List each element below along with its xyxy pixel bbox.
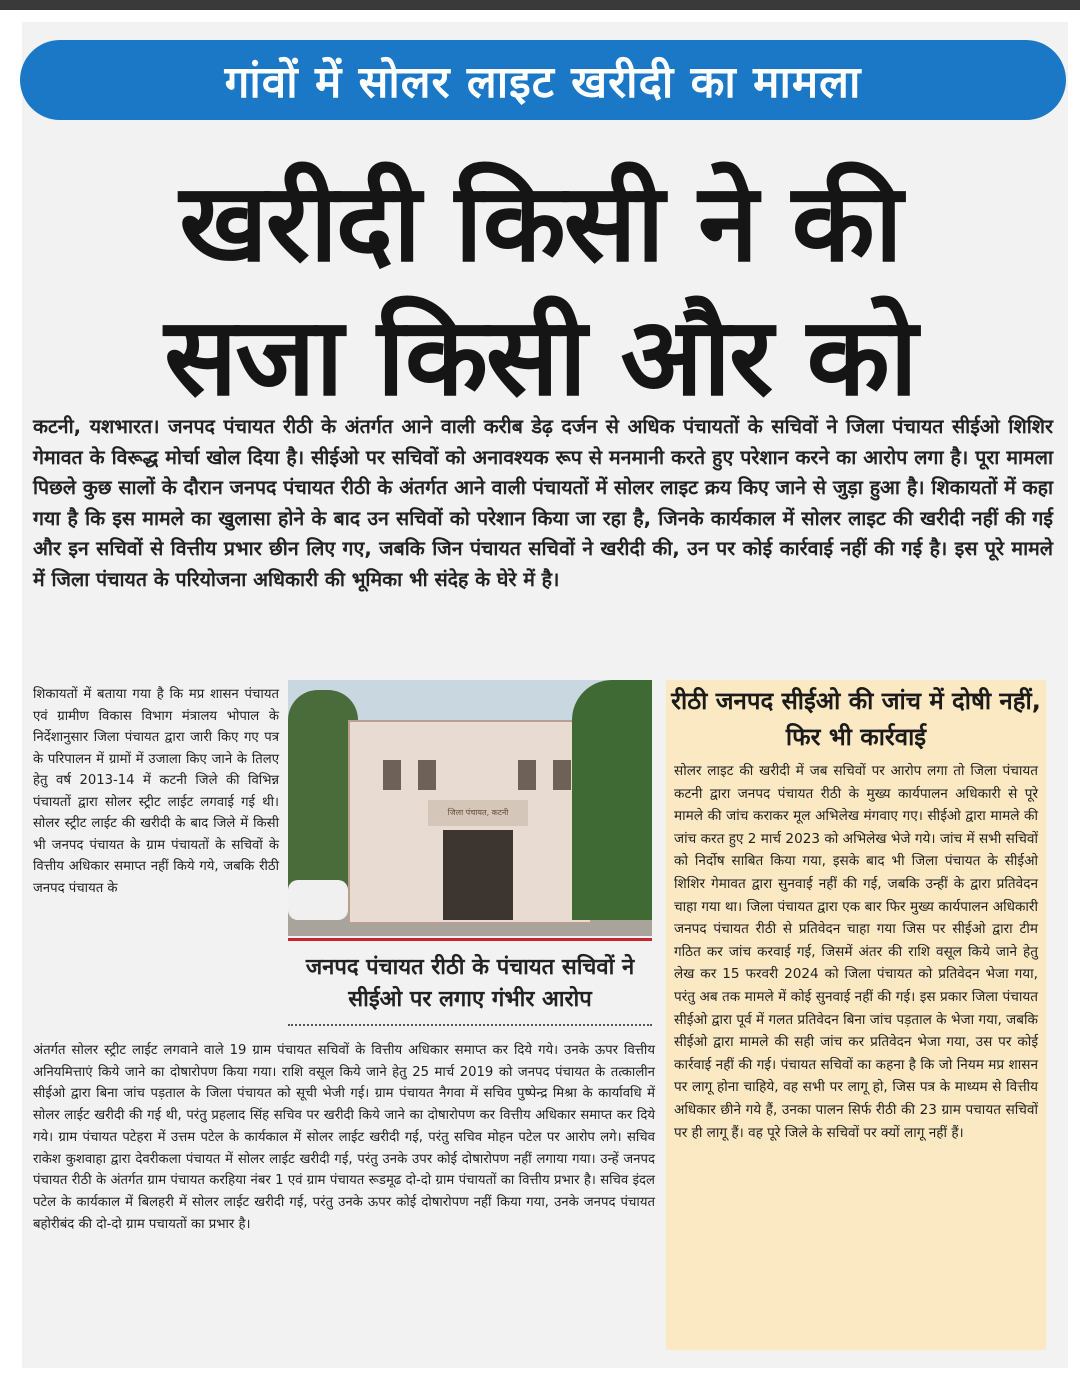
window <box>418 760 436 790</box>
photo-caption: जनपद पंचायत रीठी के पंचायत सचिवों ने सीईओ पर लगाए गंभीर आरोप <box>305 955 635 1012</box>
headline-line-1: खरीदी किसी ने की <box>179 161 901 286</box>
caption-rule <box>288 938 652 941</box>
window <box>518 760 536 790</box>
office-building-photo <box>288 680 652 936</box>
kicker-banner <box>20 40 1066 120</box>
body-column-text: शिकायतों में बताया गया है कि मप्र शासन पंचायत एवं ग्रामीण विकास विभाग मंत्रालय भोपाल के निर्देशानुसार जिला पंचायत द्वारा जारी किए गए पत्र के परिपालन में ग्रामों में उजाला किए जाने के तिलए हेतु वर्ष 2013-14 में कटनी जिले की विभिन्न पंचायतों द्वारा सोलर स्ट्रीट लाईट लगवाई गई थी। सोलर स्ट्रीट लाईट की खरीदी के बाद जिले में किसी भी जनपद पंचायत के ग्राम पंचायतों के सचिवों के वित्तीय अधिकार समाप्त नहीं किये गये, जबकि रीठी जनपद पंचायत के <box>33 687 279 896</box>
top-border <box>0 0 1080 10</box>
body-continued-text: अंतर्गत सोलर स्ट्रीट लाईट लगवाने वाले 19 ग्राम पंचायत सचिवों के वित्तीय अधिकार समाप्त कर दिये गये। उनके ऊपर वित्तीय अनियमित्ताएं किये जाने का दोषारोपण किया गया। राशि वसूल किये जाने हेतु 25 मार्च 2019 को जनपद पंचायत के तत्कालीन सीईओ द्वारा बिना जांच पड़ताल के जिला पंचायत को सूची भेजी गई। ग्राम पंचायत नैगवा में सचिव पुष्पेन्द्र मिश्रा के कार्यावधि में सोलर लाईट खरीदी की गई थी, परंतु प्रहलाद सिंह सचिव पर खरीदी किये जाने का दोषारोपण कर वित्तीय अधिकार समाप्त कर दिये गये। ग्राम पंचायत पटेहरा में उत्तम पटेल के कार्यकाल में सोलर लाईट खरीदी गई, परंतु सचिव मोहन पटेल पर आरोप लगे। सचिव राकेश कुशवाहा द्वारा देवरीकला पंचायत में सोलर लाईट खरीदी गई, परंतु उनके उपर कोई दोषारोपण नहीं लगाया गया। उन्हें जनपद पंचायत रीठी के अंतर्गत ग्राम पंचायत करहिया नंबर 1 एवं ग्राम पंचायत रूडमूढ दो-दो ग्राम पंचायतों का वित्तीय प्रभार है। सचिव इंदल पटेल के कार्यकाल में बिलहरी में सोलर लाईट खरीदी गई, परंतु उनके ऊपर कोई दोषारोपण नहीं किया गया, उनके जनपद पंचायत बहोरीबंद की दो-दो ग्राम पचायतों का प्रभार है। <box>33 1043 655 1232</box>
kicker-text: गांवों में सोलर लाइट खरीदी का मामला <box>224 57 862 108</box>
office-sign: जिला पंचायत, कटनी <box>428 800 528 826</box>
entrance-door <box>443 830 513 920</box>
sidebar-body: सोलर लाइट की खरीदी में जब सचिवों पर आरोप लगा तो जिला पंचायत कटनी द्वारा जनपद पंचायत रीठी के मुख्य कार्यपालन अधिकारी से पूरे मामले की जांच कराकर मूल अभिलेख मंगवाए गए। सीईओ द्वारा मामले की जांच करत हुए 2 मार्च 2023 को अभिलेख भेजे गये। जांच में सभी सचिवों को निर्दोष साबित किया गया, इसके बाद भी जिला पंचायत के सीईओ शिशिर गेमावत द्वारा सुनवाई नहीं की गई, जबकि उन्हीं के द्वारा प्रतिवेदन चाहा गया था। जिला पंचायत द्वारा एक बार फिर मुख्य कार्यपालन अधिकारी जनपद पंचायत रीठी से प्रतिवेदन चाहा गया जिस पर सीईओ द्वारा टीम गठित कर जांच करवाई गई, जिसमें अंतर की राशि वसूल किये जाने हेतु लेख कर 15 फरवरी 2024 को जिला पंचायत को प्रतिवेदन भेजा गया, परंतु अब तक मामले में कोई सुनवाई नहीं की गई। इस प्रकार जिला पंचायत सीईओ द्वारा पूर्व में गलत प्रतिवेदन बिना जांच पड़ताल के भेजा गया, जबकि सीईओ द्वारा मामले की सही जांच कर प्रतिवेदन भेजा गया, उस पर कोई कार्रवाई नहीं की गई। पंचायत सचिवों का कहना है कि जो नियम मप्र शासन पर लागू होना चाहिये, वह सभी पर लागू हो, जिस पत्र के माध्यम से वित्तीय अधिकार छीने गये हैं, उनका पालन सिर्फ रीठी की 23 ग्राम पचायत सचिवों पर ही लागू हैं। वह पूरे जिले के सचिवों पर क्यों लागू नहीं हैं। <box>674 763 1038 1141</box>
tree-right <box>572 680 652 920</box>
window <box>553 760 571 790</box>
lead-paragraph: कटनी, यशभारत। जनपद पंचायत रीठी के अंतर्गत आने वाली करीब डेढ़ दर्जन से अधिक पंचायतों के सचिवों ने जिला पंचायत सीईओ शिशिर गेमावत के विरूद्ध मोर्चा खोल दिया है। सीईओ पर सचिवों को अनावश्यक रूप से मनमानी करते हुए परेशान करने का आरोप लगा है। पूरा मामला पिछले कुछ सालों के दौरान जनपद पंचायत रीठी के अंतर्गत आने वाली पंचायतों में सोलर लाइट क्रय किए जाने से जुड़ा हुआ है। शिकायतों में कहा गया है कि इस मामले का खुलासा होने के बाद उन सचिवों को परेशान किया जा रहा है, जिनके कार्यकाल में सोलर लाइट की खरीदी नहीं की गई और इन सचिवों से वित्तीय प्रभार छीन लिए गए, जबकि जिन पंचायत सचिवों ने खरीदी की, उन पर कोई कार्रवाई नहीं की गई है। इस पूरे मामले में जिला पंचायत के परियोजना अधिकारी की भूमिका भी संदेह के घेरे में है। <box>33 415 1053 591</box>
sidebar-title: रीठी जनपद सीईओ की जांच में दोषी नहीं, फिर भी कार्रवाई <box>671 687 1041 751</box>
parked-car <box>288 880 348 920</box>
headline-line-2: सजा किसी और को <box>164 295 916 420</box>
window <box>383 760 401 790</box>
sidebar-box <box>666 680 1046 1350</box>
caption-divider <box>288 1024 652 1026</box>
